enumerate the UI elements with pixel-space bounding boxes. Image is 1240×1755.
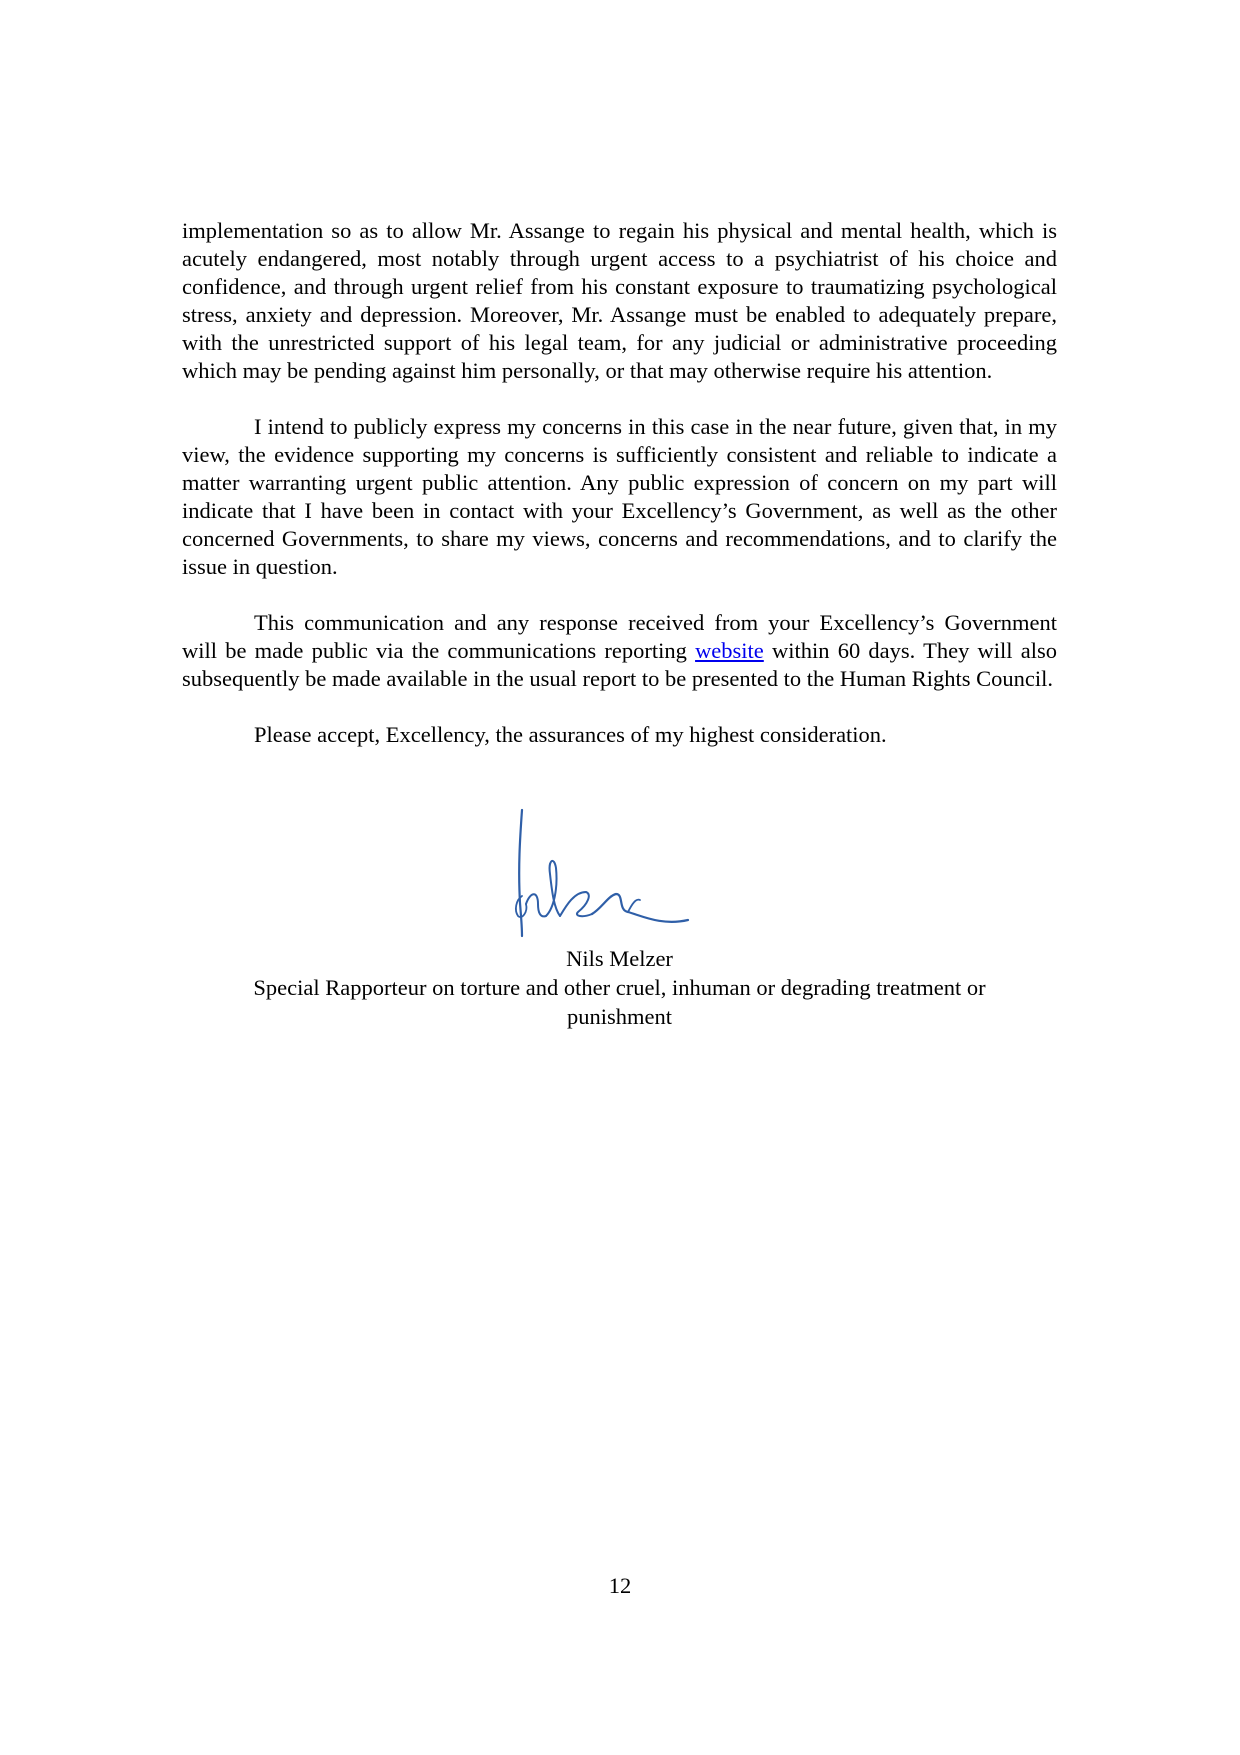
handwritten-signature (512, 808, 717, 946)
paragraph-public-concern: I intend to publicly express my concerns in this case in the near future, given that, in my view, the evidence supporting my concerns is sufficiently consistent and reliable to indicate a matter warranting urgent public attention. Any public expression of concern on my part will indicate that I have been in contact with your Excellency’s Government, as well as the other concerned Governments, to share my views, concerns and recommendations, and to clarify the issue in question. (182, 414, 1057, 579)
website-link[interactable]: website (695, 638, 764, 663)
letter-body (182, 217, 1057, 749)
page-number: 12 (608, 1573, 632, 1598)
publication-text-start: This communication and any response received from your Excellency’s Government will be made public via the communications reporting (182, 610, 1057, 663)
publication-text-end: within 60 days. They will also subsequently be made available in the usual report to be presented to the Human Rights Council. (182, 638, 1057, 691)
signature-block (182, 944, 1057, 1031)
signatory-name: Nils Melzer (566, 946, 673, 971)
closing-line: Please accept, Excellency, the assurances of my highest consideration. (254, 722, 887, 747)
signatory-title: Special Rapporteur on torture and other cruel, inhuman or degrading treatment or punishment (253, 975, 986, 1029)
paragraph-publication-notice (182, 609, 1057, 693)
paragraph-continuation: implementation so as to allow Mr. Assange to regain his physical and mental health, which is acutely endangered, most notably through urgent access to a psychiatrist of his choice and confidence, and through urgent relief from his constant exposure to traumatizing psychological stress, anxiety and depression. Moreover, Mr. Assange must be enabled to adequately prepare, with the unrestricted support of his legal team, for any judicial or administrative proceeding which may be pending against him personally, or that may otherwise require his attention. (182, 218, 1057, 383)
signature-image (512, 808, 717, 946)
